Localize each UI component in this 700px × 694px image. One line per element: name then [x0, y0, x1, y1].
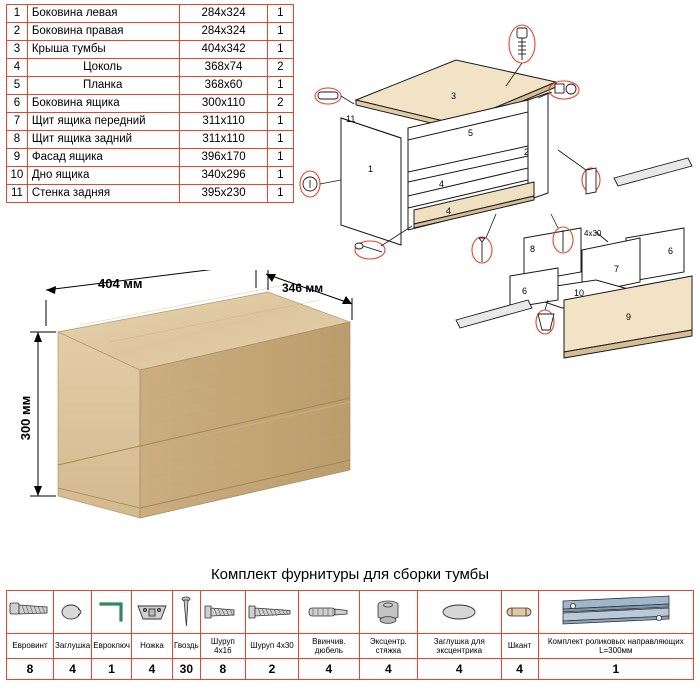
- part-qty: 2: [267, 95, 293, 113]
- part-qty: 1: [267, 185, 293, 203]
- part-name: Щит ящика задний: [27, 131, 180, 149]
- kit-label-cam-lock: Эксцентр. стяжка: [359, 634, 417, 659]
- kit-count-cam-cover: 4: [417, 659, 501, 680]
- part-number: 4: [7, 59, 28, 77]
- part-size: 340х296: [180, 167, 267, 185]
- table-row: [7, 59, 294, 77]
- kit-label-edge-band: Шкант: [501, 634, 538, 659]
- part-number: 5: [7, 77, 28, 95]
- slide-rail-right: [614, 158, 692, 186]
- callout-label-11: 11: [346, 114, 356, 124]
- part-size: 404х342: [180, 41, 267, 59]
- table-row: [7, 113, 294, 131]
- svg-text:6: 6: [668, 246, 674, 256]
- kit-icons-row: [7, 591, 694, 634]
- hex-key-icon: [95, 597, 129, 627]
- table-row: [7, 95, 294, 113]
- callout-label-4-inner: 4: [439, 179, 445, 189]
- kit-cell-cap-plug: [54, 591, 92, 634]
- edge-band-icon: [502, 599, 538, 625]
- part-number: 7: [7, 113, 28, 131]
- table-row: [7, 23, 294, 41]
- part-qty: 1: [267, 167, 293, 185]
- part-qty: 2: [267, 59, 293, 77]
- part-size: 368х60: [180, 77, 267, 95]
- screw-in-dowel-icon: [305, 597, 353, 627]
- kit-label-cap-plug: Заглушка: [54, 634, 92, 659]
- kit-count-screw-in-dowel: 4: [299, 659, 360, 680]
- kit-count-edge-band: 4: [501, 659, 538, 680]
- kit-cell-cam-cover: [417, 591, 501, 634]
- foot-icon: [132, 597, 172, 627]
- kit-counts-row: [7, 659, 694, 680]
- kit-count-hex-key: 1: [92, 659, 132, 680]
- table-row: [7, 77, 294, 95]
- kit-label-screw-4x30: Шуруп 4х30: [246, 634, 299, 659]
- kit-cell-screw-4x30: [246, 591, 299, 634]
- kit-cell-roller-slides: [538, 591, 693, 634]
- euro-screw-icon: [7, 595, 53, 629]
- dimension-depth-label: 346 мм: [282, 281, 324, 295]
- part-name: Планка: [27, 77, 180, 95]
- svg-text:7: 7: [614, 264, 620, 274]
- callout-label-5: 5: [468, 128, 474, 138]
- parts-table: [6, 4, 294, 203]
- slide-rail-left: [456, 300, 532, 328]
- kit-label-screw-in-dowel: Ввинчив. дюбель: [299, 634, 360, 659]
- part-qty: 1: [267, 131, 293, 149]
- screw-4x30-icon: [246, 597, 298, 627]
- parts-table-body: [7, 5, 294, 203]
- part-size: 311х110: [180, 113, 267, 131]
- dimension-height: [30, 332, 56, 496]
- svg-text:6: 6: [522, 286, 528, 296]
- table-row: [7, 131, 294, 149]
- part-qty: 1: [267, 5, 293, 23]
- kit-label-roller-slides: Комплект роликовых направляющих L=300мм: [538, 634, 693, 659]
- kit-label-foot: Ножка: [131, 634, 172, 659]
- svg-text:8: 8: [530, 244, 536, 254]
- kit-count-roller-slides: 1: [538, 659, 693, 680]
- part-qty: 1: [267, 113, 293, 131]
- table-row: [7, 41, 294, 59]
- table-row: [7, 167, 294, 185]
- part-qty: 1: [267, 149, 293, 167]
- kit-cell-euro-screw: [7, 591, 54, 634]
- part-name: Боковина правая: [27, 23, 180, 41]
- kit-count-foot: 4: [131, 659, 172, 680]
- part-qty: 1: [267, 77, 293, 95]
- kit-label-hex-key: Евроключ: [92, 634, 132, 659]
- part-name: Фасад ящика: [27, 149, 180, 167]
- table-row: [7, 5, 294, 23]
- kit-label-euro-screw: Евровинт: [7, 634, 54, 659]
- kit-cell-screw-4x16: [200, 591, 245, 634]
- kit-count-euro-screw: 8: [7, 659, 54, 680]
- callout-label-1: 1: [368, 164, 374, 174]
- dimension-width-label: 404 мм: [98, 276, 143, 291]
- part-size: 368х74: [180, 59, 267, 77]
- part-number: 2: [7, 23, 28, 41]
- part-name: Боковина левая: [27, 5, 180, 23]
- part-name: Крыша тумбы: [27, 41, 180, 59]
- kit-labels-row: [7, 634, 694, 659]
- part-number: 11: [7, 185, 28, 203]
- part-number: 9: [7, 149, 28, 167]
- part-name: Дно ящика: [27, 167, 180, 185]
- nail-icon: [178, 594, 194, 630]
- kit-count-cam-lock: 4: [359, 659, 417, 680]
- cabinet-render: [58, 284, 350, 518]
- hardware-kit-table: [6, 590, 694, 680]
- cap-plug-icon: [58, 597, 88, 627]
- product-dimension-drawing: [0, 270, 380, 560]
- roller-slides-icon: [557, 593, 675, 631]
- part-name: Боковина ящика: [27, 95, 180, 113]
- part-name: Стенка задняя: [27, 185, 180, 203]
- screw-4x16-icon: [202, 597, 244, 627]
- part-size: 396х170: [180, 149, 267, 167]
- part-number: 1: [7, 5, 28, 23]
- screw-note-4x30: 4х30: [584, 229, 602, 238]
- table-row: [7, 149, 294, 167]
- table-row: [7, 185, 294, 203]
- kit-count-cap-plug: 4: [54, 659, 92, 680]
- panel-side-left-1: [341, 118, 401, 245]
- kit-cell-edge-band: [501, 591, 538, 634]
- part-qty: 1: [267, 41, 293, 59]
- kit-cell-screw-in-dowel: [299, 591, 360, 634]
- svg-text:9: 9: [626, 312, 632, 322]
- kit-cell-cam-lock: [359, 591, 417, 634]
- cam-cover-icon: [439, 600, 479, 624]
- part-name: Цоколь: [27, 59, 180, 77]
- part-qty: 1: [267, 23, 293, 41]
- part-number: 6: [7, 95, 28, 113]
- kit-count-screw-4x30: 2: [246, 659, 299, 680]
- callout-label-4: 4: [446, 206, 452, 216]
- kit-count-nail: 30: [172, 659, 200, 680]
- part-size: 300х110: [180, 95, 267, 113]
- kit-label-screw-4x16: Шуруп 4х16: [200, 634, 245, 659]
- part-name: Щит ящика передний: [27, 113, 180, 131]
- part-size: 395х230: [180, 185, 267, 203]
- cam-lock-icon: [372, 595, 404, 629]
- svg-text:10: 10: [574, 288, 585, 298]
- kit-count-screw-4x16: 8: [200, 659, 245, 680]
- callout-label-2: 2: [524, 147, 530, 157]
- kit-label-cam-cover: Заглушка для эксцентрика: [417, 634, 501, 659]
- part-number: 3: [7, 41, 28, 59]
- part-number: 8: [7, 131, 28, 149]
- kit-cell-foot: [131, 591, 172, 634]
- part-size: 284х324: [180, 5, 267, 23]
- part-size: 284х324: [180, 23, 267, 41]
- hardware-kit-title: Комплект фурнитуры для сборки тумбы: [210, 566, 490, 583]
- kit-label-nail: Гвоздь: [172, 634, 200, 659]
- kit-cell-hex-key: [92, 591, 132, 634]
- part-number: 10: [7, 167, 28, 185]
- part-size: 311х110: [180, 131, 267, 149]
- dimension-height-label: 300 мм: [18, 395, 33, 441]
- kit-cell-nail: [172, 591, 200, 634]
- callout-label-3: 3: [451, 91, 457, 101]
